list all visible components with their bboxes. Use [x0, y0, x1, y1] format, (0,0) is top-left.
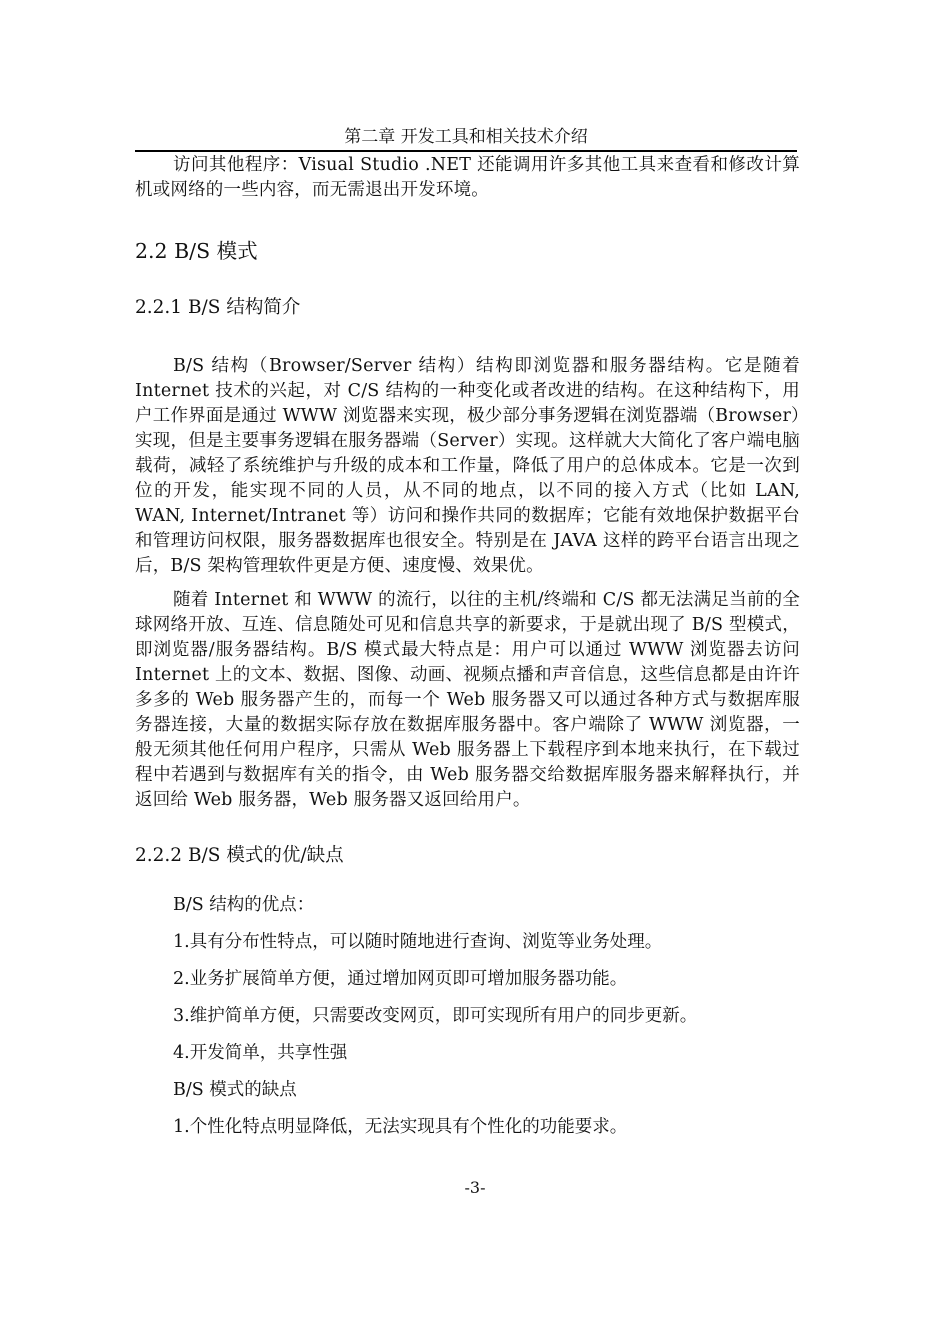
list-item: B/S 模式的缺点 — [173, 1080, 297, 1100]
page-body — [135, 153, 800, 1140]
list-item: 3.维护简单方便，只需要改变网页，即可实现所有用户的同步更新。 — [173, 1006, 698, 1026]
body-paragraph: B/S 结构（Browser/Server 结构）结构即浏览器和服务器结构。它是随着 Internet 技术的兴起，对 C/S 结构的一种变化或者改进的结构。在这种结构下，用户工作界面是通过 WWW 浏览器来实现，极少部分事务逻辑在浏览器端（Browser）实现，但是主要事务逻辑在服务器端（Server）实现。这样就大大简化了客户端电脑载荷，减轻了系统维护与升级的成本和工作量，降低了用户的总体成本。它是一次到位的开发，能实现不同的人员，从不同的地点，以不同的接入方式（比如 LAN, WAN, Internet/Intranet 等）访问和操作共同的数据库；它能有效地保护数据平台和管理访问权限，服务器数据库也很安全。特别是在 JAVA 这样的跨平台语言出现之后，B/S 架构管理软件更是方便、速度慢、效果优。 — [135, 356, 800, 576]
section-heading-2-2-1: 2.2.1 B/S 结构简介 — [135, 297, 301, 318]
page-header — [135, 126, 797, 152]
chapter-title: 第二章 开发工具和相关技术介绍 — [344, 127, 588, 147]
list-item: B/S 结构的优点： — [173, 895, 315, 915]
section-heading-2-2: 2.2 B/S 模式 — [135, 239, 258, 263]
list-item: 1.个性化特点明显降低，无法实现具有个性化的功能要求。 — [173, 1117, 628, 1137]
list-item: 1.具有分布性特点，可以随时随地进行查询、浏览等业务处理。 — [173, 932, 663, 952]
list-item: 4.开发简单，共享性强 — [173, 1043, 348, 1063]
page-number: -3- — [464, 1178, 486, 1197]
list-item: 2.业务扩展简单方便，通过增加网页即可增加服务器功能。 — [173, 969, 628, 989]
intro-paragraph: 访问其他程序：Visual Studio .NET 还能调用许多其他工具来查看和修改计算机或网络的一些内容，而无需退出开发环境。 — [135, 155, 800, 200]
body-paragraph: 随着 Internet 和 WWW 的流行，以往的主机/终端和 C/S 都无法满足当前的全球网络开放、互连、信息随处可见和信息共享的新要求，于是就出现了 B/S 型模式，即浏览器/服务器结构。B/S 模式最大特点是：用户可以通过 WWW 浏览器去访问 Internet 上的文本、数据、图像、动画、视频点播和声音信息，这些信息都是由许许多多的 Web 服务器产生的，而每一个 Web 服务器又可以通过各种方式与数据库服务器连接，大量的数据实际存放在数据库服务器中。客户端除了 WWW 浏览器，一般无须其他任何用户程序，只需从 Web 服务器上下载程序到本地来执行，在下载过程中若遇到与数据库有关的指令，由 Web 服务器交给数据库服务器来解释执行，并返回给 Web 服务器，Web 服务器又返回给用户。 — [135, 590, 800, 810]
section-heading-2-2-2: 2.2.2 B/S 模式的优/缺点 — [135, 845, 344, 866]
